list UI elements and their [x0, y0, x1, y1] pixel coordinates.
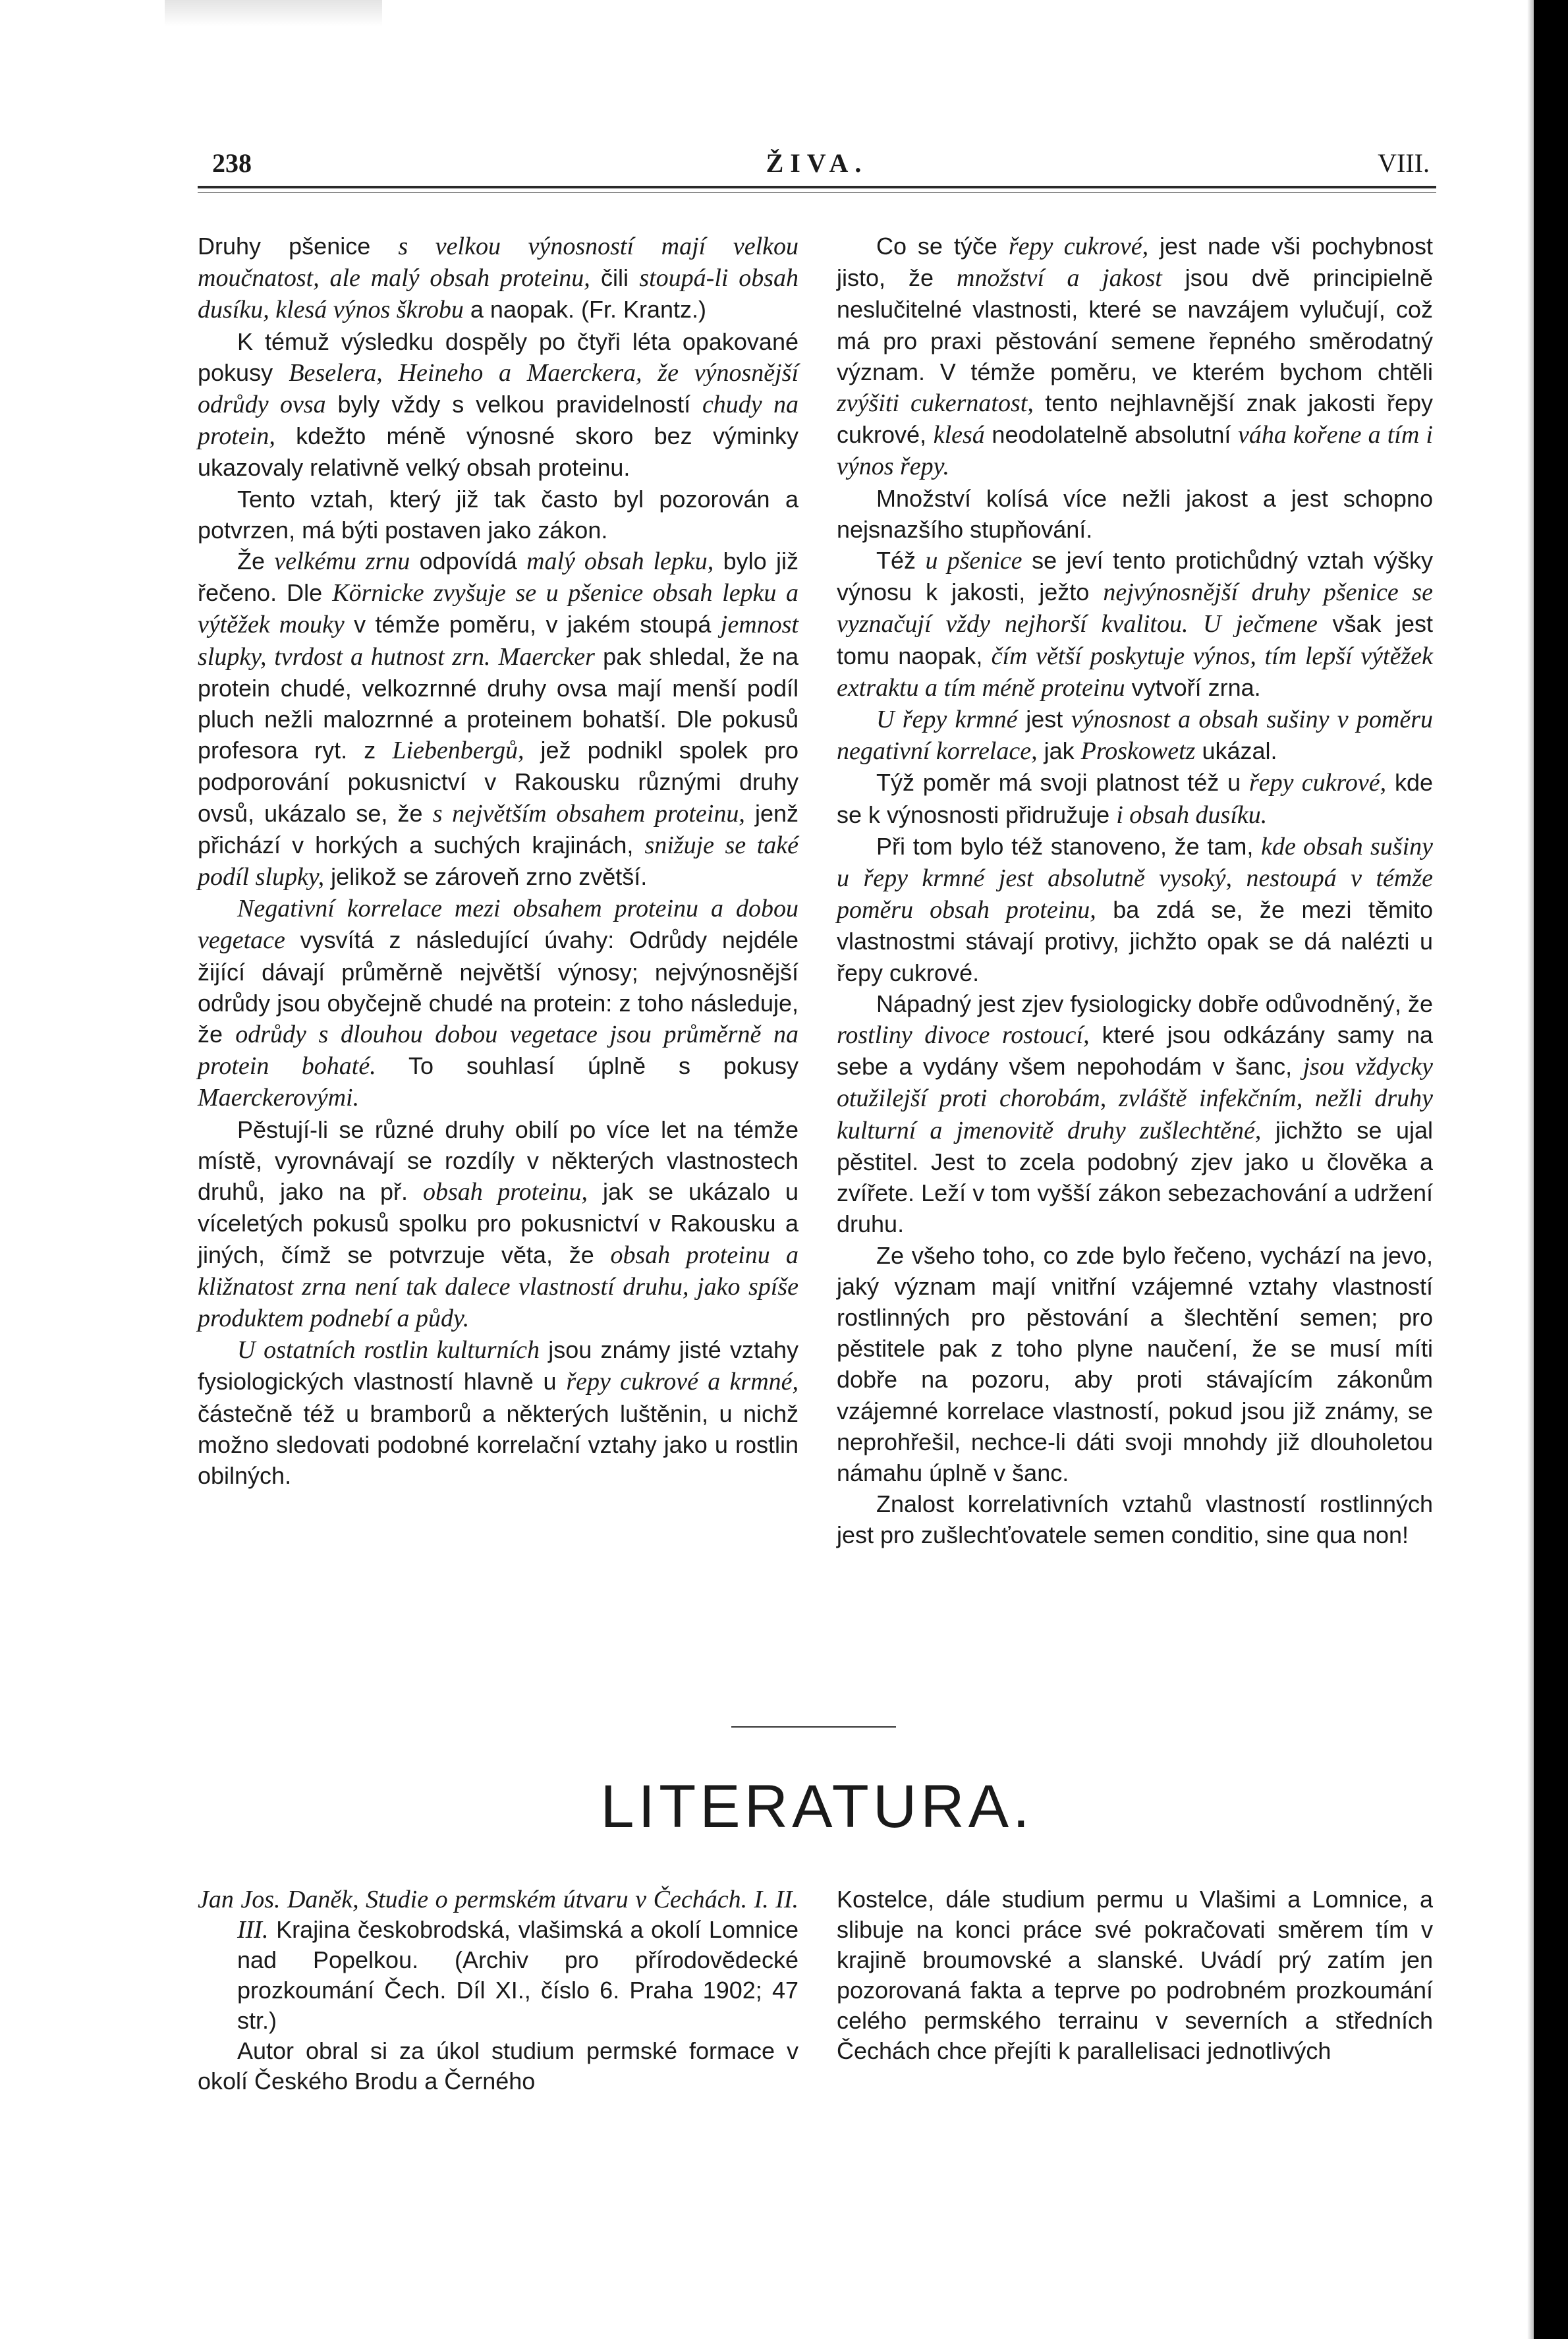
- literature-right-column: [837, 1884, 1433, 2066]
- paragraph: Též u pšenice se jeví tento protichůdný vztah výšky výnosu k jakosti, ježto nejvýnosnější druhy pšenice se vyznačují vždy nejhorší kvalitou. U ječmene však jest tomu naopak, čím větší poskytuje výnos, tím lepší výtěžek extraktu a tím méně proteinu vytvoří zrna.: [837, 547, 1433, 702]
- page-header: [198, 144, 1436, 183]
- scan-edge-gradient: [1527, 0, 1534, 2339]
- volume-number: VIII.: [1378, 148, 1430, 178]
- paragraph: Že velkému zrnu odpovídá malý obsah lepku, bylo již řečeno. Dle Körnicke zvyšuje se u pšenice obsah lepku a výtěžek mouky v témže poměru, v jakém stoupá jemnost slupky, tvrdost a hutnost zrn. Maercker pak shledal, že na protein chudé, velkozrnné druhy ovsa mají menší podíl pluch nežli malozrnné a proteinem bohatší. Dle pokusů profesora ryt. z Liebenbergů, jež podnikl spolek pro podporování pokusnictví v Rakousku různými druhy ovsů, ukázalo se, že s největším obsahem proteinu, jenž přichází v horkých a suchých krajinách, snižuje se také podíl slupky, jelikož se zároveň zrno zvětší.: [198, 548, 799, 891]
- header-rule-thin: [198, 192, 1436, 193]
- paragraph: Druhy pšenice s velkou výnosností mají velkou moučnatost, ale malý obsah proteinu, čili stoupá-li obsah dusíku, klesá výnos škrobu a naopak. (Fr. Krantz.): [198, 233, 799, 324]
- section-title: LITERATURA.: [600, 1773, 1034, 1840]
- paragraph: Nápadný jest zjev fysiologicky dobře odůvodněný, že rostliny divoce rostoucí, které jsou odkázány samy na sebe a vydány všem nepohodám v šanc, jsou vždycky otužilejší proti chorobám, zvláště infekčním, nežli druhy kulturní a jmenovitě druhy zušlechtěné, jichžto se ujal pěstitel. Jest to zcela podobný zjev jako u člověka a zvířete. Leží v tom vyšší zákon sebezachování a udržení druhu.: [837, 990, 1433, 1238]
- section-divider: [731, 1726, 896, 1728]
- header-rule: [198, 186, 1436, 188]
- paragraph: Při tom bylo též stanoveno, že tam, kde obsah sušiny u řepy krmné jest absolutně vysoký, nestoupá v témže poměru obsah proteinu, ba zdá se, že mezi těmito vlastnostmi stávají protivy, jichžto opak se dá nalézti u řepy cukrové.: [837, 832, 1433, 986]
- paragraph: Znalost korrelativních vztahů vlastností rostlinných jest pro zušlechťovatele semen conditio, sine qua non!: [837, 1490, 1433, 1549]
- left-column: [198, 231, 798, 1491]
- literature-left-column: [198, 1884, 798, 2097]
- scan-smudge: [165, 0, 382, 26]
- paragraph: Týž poměr má svoji platnost též u řepy cukrové, kde se k výnosnosti přidružuje i obsah dusíku.: [837, 769, 1433, 829]
- paragraph: U ostatních rostlin kulturních jsou známy jisté vztahy fysiologických vlastností hlavně u řepy cukrové a krmné, částečně též u bramborů a některých luštěnin, u nichž možno sledovati podobné korrelační vztahy jako u rostlin obilných.: [198, 1336, 799, 1489]
- paragraph: Ze všeho toho, co zde bylo řečeno, vychází na jevo, jaký význam mají vnitřní vzájemné vztahy vlastností rostlinných pro pěstování a šlechtění semen; pro pěstitele pak z toho plyne naučení, že se musí míti dobře na pozoru, aby proti stávajícím zákonům vzájemné korrelace vlastností, pokud jsou již známy, se neprohřešil, nechce-li dáti svoji mnohdy již dlouholetou námahu úplně v šanc.: [837, 1241, 1433, 1486]
- journal-title: ŽIVA.: [766, 148, 868, 178]
- paragraph: Co se týče řepy cukrové, jest nade vši pochybnost jisto, že množství a jakost jsou dvě principielně neslučitelné vlastnosti, které se navzájem vylučují, což má pro praxi pěstování semene řepného směrodatný význam. V témže poměru, ve kterém bychom chtěli zvýšiti cukernatost, tento nejhlavnější znak jakosti řepy cukrové, klesá neodolatelně absolutní váha kořene a tím i výnos řepy.: [837, 233, 1433, 481]
- paragraph: Tento vztah, který již tak často byl pozorován a potvrzen, má býti postaven jako zákon.: [198, 485, 798, 544]
- paragraph: Autor obral si za úkol studium permské formace v okolí Českého Brodu a Černého: [198, 2037, 798, 2095]
- paragraph: U řepy krmné jest výnosnost a obsah sušiny v poměru negativní korrelace, jak Proskowetz ukázal.: [837, 706, 1433, 766]
- scan-edge-shadow: [1534, 0, 1568, 2339]
- paragraph: Negativní korrelace mezi obsahem proteinu a dobou vegetace vysvítá z následující úvahy: Odrůdy nejdéle žijící dávají průměrně největší výnosy; nejvýnosnější odrůdy jsou obyčejně chudé na protein: z toho následuje, že odrůdy s dlouhou dobou vegetace jsou průměrně na protein bohaté. To souhlasí úplně s pokusy Maerckerovými.: [198, 895, 798, 1112]
- paragraph: K témuž výsledku dospěly po čtyři léta opakované pokusy Beselera, Heineho a Maerckera, že výnosnější odrůdy ovsa byly vždy s velkou pravidelností chudy na protein, kdežto méně výnosné skoro bez výminky ukazovaly relativně velký obsah proteinu.: [198, 327, 799, 482]
- literature-entry: Jan Jos. Daněk, Studie o permském útvaru v Čechách. I. II. III. Krajina českobrodská, vlašimská a okolí Lomnice nad Popelkou. (Archiv pro přírodovědecké prozkoumání Čech. Díl XI., číslo 6. Praha 1902; 47 str.): [198, 1886, 798, 2034]
- right-column: [837, 231, 1433, 1551]
- paragraph: Kostelce, dále studium permu u Vlašimi a Lomnice, a slibuje na konci práce své pokračovati směrem tím v krajině broumovské a slanské. Uvádí prý zatím jen pozorovaná fakta a teprve po podrobném prozkoumání celého permského terrainu v severních a středních Čechách chce přejíti k parallelisaci jednotlivých: [837, 1886, 1433, 2064]
- paragraph: Pěstují-li se různé druhy obilí po více let na témže místě, vyrovnávají se rozdíly v některých vlastnostech druhů, jako na př. obsah proteinu, jak se ukázalo u víceletých pokusů spolku pro pokusnictví v Rakousku a jiných, čímž se potvrzuje věta, že obsah proteinu a kližnatost zrna není tak dalece vlastností druhu, jako spíše produktem podnebí a půdy.: [198, 1115, 798, 1332]
- page-number: 238: [212, 148, 252, 178]
- paragraph: Množství kolísá více nežli jakost a jest schopno nejsnazšího stupňování.: [837, 484, 1433, 543]
